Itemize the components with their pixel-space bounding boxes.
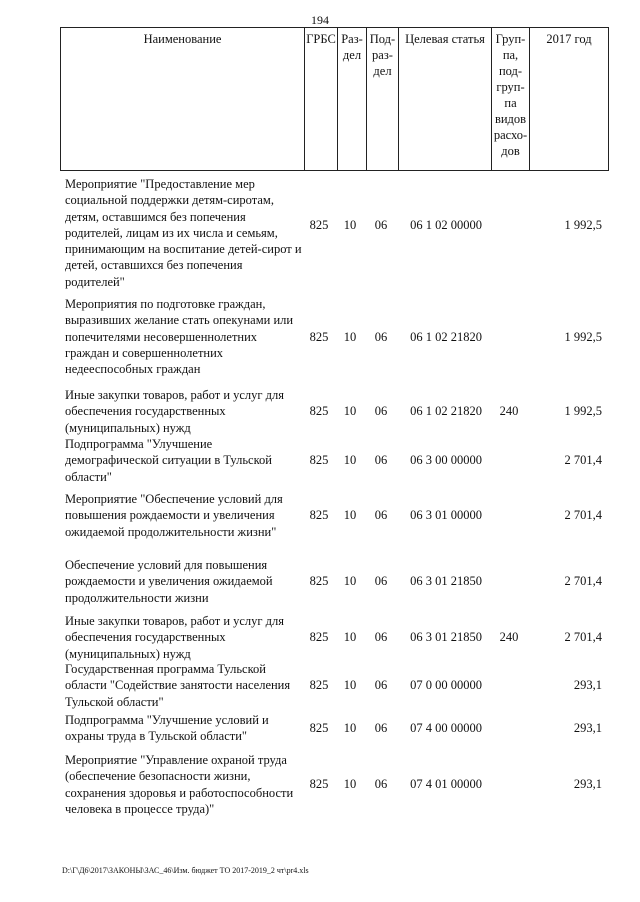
row-target: 06 1 02 21820 xyxy=(410,330,482,344)
row-amount: 293,1 xyxy=(573,721,602,735)
row-podrazdel: 06 xyxy=(374,453,388,467)
row-target: 06 1 02 21820 xyxy=(410,404,482,418)
row-razdel: 10 xyxy=(343,721,357,735)
row-amount: 1 992,5 xyxy=(564,330,602,344)
row-target: 06 3 00 00000 xyxy=(410,453,482,467)
row-grbs: 825 xyxy=(309,721,329,735)
header-podrazdel: Под- раз- дел xyxy=(366,28,398,170)
row-razdel: 10 xyxy=(343,777,357,791)
row-target: 06 1 02 00000 xyxy=(410,218,482,232)
page-number: 194 xyxy=(311,13,329,27)
row-group: 240 xyxy=(499,404,519,418)
row-podrazdel: 06 xyxy=(374,508,388,522)
row-podrazdel: 06 xyxy=(374,404,388,418)
row-name: Подпрограмма "Улучшение демографической ситуации в Тульской области" xyxy=(65,437,272,484)
header-target: Целевая статья xyxy=(398,28,491,170)
row-name: Иные закупки товаров, работ и услуг для обеспечения государственных (муниципальных) нужд xyxy=(65,388,285,435)
row-razdel: 10 xyxy=(343,218,357,232)
row-name: Обеспечение условий для повышения рождаемости и увеличения ожидаемой продолжительности жизни xyxy=(65,558,273,605)
row-podrazdel: 06 xyxy=(374,678,388,692)
file-path-footer: D:\Г\Д6\2017\ЗАКОНЫ\ЗАС_46\Изм. бюджет ТО 2017-2019_2 чт\pr4.xls xyxy=(62,866,309,875)
row-target: 06 3 01 21850 xyxy=(410,574,482,588)
header-group: Груп- па, под- груп- па видов расхо- дов xyxy=(491,28,529,170)
row-amount: 2 701,4 xyxy=(564,453,602,467)
row-amount: 2 701,4 xyxy=(564,630,602,644)
row-amount: 1 992,5 xyxy=(564,404,602,418)
row-amount: 2 701,4 xyxy=(564,574,602,588)
row-razdel: 10 xyxy=(343,330,357,344)
row-name: Подпрограмма "Улучшение условий и охраны труда в Тульской области" xyxy=(65,713,269,744)
row-amount: 293,1 xyxy=(573,777,602,791)
row-name: Мероприятие "Предоставление мер социальной поддержки детям-сиротам, детям, оставшимся без попечения родителей, лицам из их числа и семьям, принимающим на воспитание детей-сирот и детей, оставшихся без попечения родителей" xyxy=(65,177,302,289)
row-grbs: 825 xyxy=(309,404,329,418)
row-grbs: 825 xyxy=(309,330,329,344)
row-target: 06 3 01 21850 xyxy=(410,630,482,644)
header-year: 2017 год xyxy=(529,28,608,170)
row-grbs: 825 xyxy=(309,453,329,467)
row-name: Мероприятия по подготовке граждан, выразивших желание стать опекунами или попечителями несовершеннолетних граждан и совершеннолетних недееспособных граждан xyxy=(65,297,294,377)
row-name: Мероприятие "Управление охраной труда (обеспечение безопасности жизни, сохранения здоровья и работоспособности человека в процессе труда)" xyxy=(65,753,294,816)
row-grbs: 825 xyxy=(309,630,329,644)
header-name: Наименование xyxy=(143,32,222,46)
row-razdel: 10 xyxy=(343,630,357,644)
row-amount: 293,1 xyxy=(573,678,602,692)
row-grbs: 825 xyxy=(309,508,329,522)
row-name: Государственная программа Тульской области "Содействие занятости населения Тульской области" xyxy=(65,662,291,709)
row-razdel: 10 xyxy=(343,678,357,692)
row-podrazdel: 06 xyxy=(374,630,388,644)
row-grbs: 825 xyxy=(309,777,329,791)
row-razdel: 10 xyxy=(343,453,357,467)
row-razdel: 10 xyxy=(343,574,357,588)
row-group: 240 xyxy=(499,630,519,644)
table-header xyxy=(60,27,609,171)
row-target: 07 4 01 00000 xyxy=(410,777,482,791)
row-podrazdel: 06 xyxy=(374,777,388,791)
row-target: 07 4 00 00000 xyxy=(410,721,482,735)
row-podrazdel: 06 xyxy=(374,574,388,588)
row-amount: 1 992,5 xyxy=(564,218,602,232)
row-name: Мероприятие "Обеспечение условий для повышения рождаемости и увеличения ожидаемой продолжительности жизни" xyxy=(65,492,283,539)
row-amount: 2 701,4 xyxy=(564,508,602,522)
row-razdel: 10 xyxy=(343,508,357,522)
row-target: 06 3 01 00000 xyxy=(410,508,482,522)
row-name: Иные закупки товаров, работ и услуг для обеспечения государственных (муниципальных) нужд xyxy=(65,614,285,661)
row-podrazdel: 06 xyxy=(374,218,388,232)
row-podrazdel: 06 xyxy=(374,721,388,735)
row-target: 07 0 00 00000 xyxy=(410,678,482,692)
row-razdel: 10 xyxy=(343,404,357,418)
header-razdel: Раз- дел xyxy=(337,28,366,170)
header-grbs: ГРБС xyxy=(304,28,337,170)
row-grbs: 825 xyxy=(309,218,329,232)
row-grbs: 825 xyxy=(309,574,329,588)
row-grbs: 825 xyxy=(309,678,329,692)
row-podrazdel: 06 xyxy=(374,330,388,344)
